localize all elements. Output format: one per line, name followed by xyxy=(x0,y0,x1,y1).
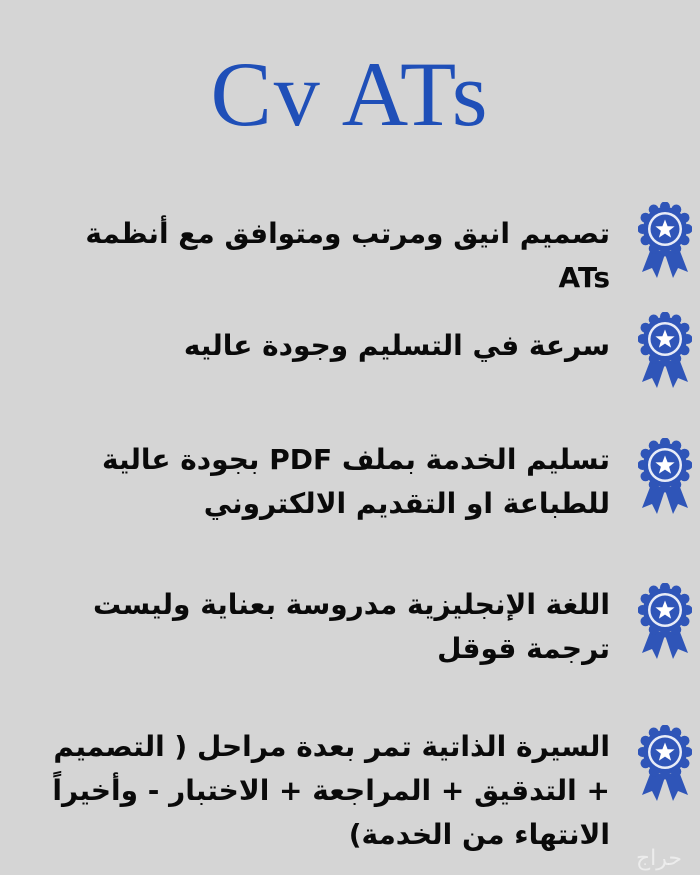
medal-star-icon xyxy=(638,725,692,803)
feature-text: السيرة الذاتية تمر بعدة مراحل ( التصميم + التدقيق + المراجعة + الاختبار - وأخيراً الانتهاء من الخدمة) xyxy=(52,730,610,851)
page-title: Cv ATs xyxy=(210,43,490,145)
feature-text: سرعة في التسليم وجودة عاليه xyxy=(183,329,610,362)
medal-star-icon xyxy=(638,312,692,390)
watermark: حراج xyxy=(635,846,682,871)
medal-star-icon xyxy=(638,583,692,661)
feature-text: اللغة الإنجليزية مدروسة بعناية وليست ترجمة قوقل xyxy=(92,588,610,665)
medal-star-icon xyxy=(638,202,692,280)
medal-star-icon xyxy=(638,438,692,516)
feature-text: تصميم انيق ومرتب ومتوافق مع أنظمة ATs xyxy=(85,217,610,294)
feature-list xyxy=(0,190,700,860)
feature-text: تسليم الخدمة بملف PDF بجودة عالية للطباعة او التقديم الالكتروني xyxy=(101,443,610,520)
